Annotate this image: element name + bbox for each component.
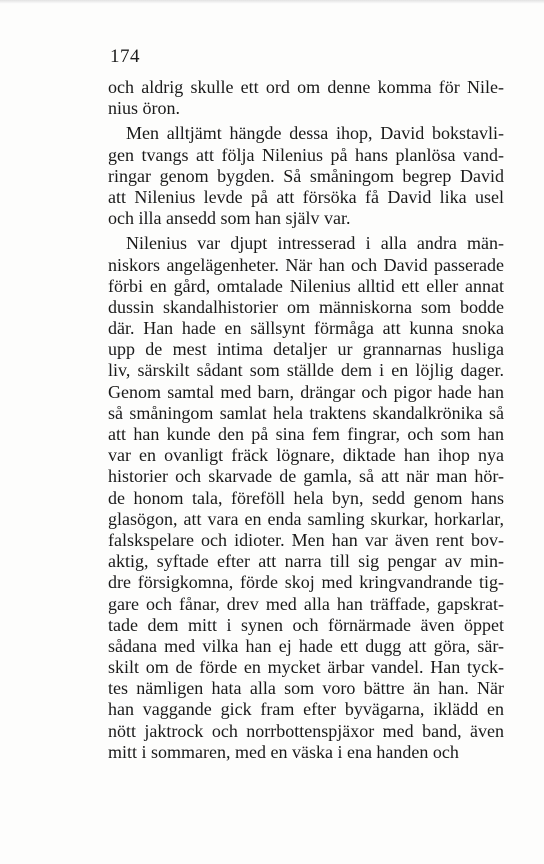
- text-line: sådana med vilka han ej hade ett dugg att göra, sär-: [108, 635, 504, 656]
- text-line: att Nilenius levde på att försöka få David lika usel: [108, 186, 504, 207]
- paragraph: [108, 233, 504, 763]
- paragraph: [108, 77, 504, 119]
- text-line: glasögon, att vara en enda samling skurkar, horkarlar,: [108, 508, 504, 529]
- text-line: tade dem mitt i synen och förnärmade även öppet: [108, 614, 504, 635]
- text-line: nius öron.: [108, 98, 180, 119]
- text-line: historier och skarvade de gamla, så att när man hör-: [108, 466, 504, 487]
- text-line: gare och fånar, drev med alla han träffade, gapskrat-: [108, 593, 504, 614]
- text-line: de honom tala, föreföll hela byn, sedd genom hans: [108, 487, 504, 508]
- text-line: niskors angelägenheter. När han och David passerade: [108, 254, 504, 275]
- text-line: aktig, syftade efter att narra till sig pengar av min-: [108, 551, 504, 572]
- text-line: falskspelare och idioter. Men han var även rent bov-: [108, 529, 504, 550]
- text-line: mitt i sommaren, med en väska i ena handen och: [108, 741, 459, 762]
- text-line: och aldrig skulle ett ord om denne komma för Nile-: [108, 77, 504, 97]
- text-line: där. Han hade en sällsynt förmåga att kunna snoka: [108, 318, 504, 339]
- text-line: dussin skandalhistorier om människorna som bodde: [108, 296, 504, 317]
- text-line: att han kunde den på sina fem fingrar, och som han: [108, 424, 504, 444]
- scan-edge: [0, 0, 544, 4]
- text-line: så småningom samlat hela traktens skandalkrönika så: [108, 402, 504, 423]
- body-text: [108, 77, 504, 763]
- text-line: tes nämligen hata alla som voro bättre än han. När: [108, 678, 504, 699]
- text-line: nött jaktrock och norrbottenspjäxor med band, även: [108, 720, 504, 741]
- text-line: Men alltjämt hängde dessa ihop, David bokstavli-: [126, 123, 504, 144]
- text-line: dre försigkomna, förde skoj med kringvandrande tig-: [108, 572, 504, 593]
- text-line: skilt om de förde en mycket ärbar vandel. Han tyck-: [108, 657, 504, 678]
- paragraph: [108, 123, 504, 229]
- page-number: 174: [110, 46, 140, 67]
- text-line: upp de mest intima detaljer ur grannarnas husliga: [108, 339, 504, 360]
- text-line: Nilenius var djupt intresserad i alla andra män-: [126, 233, 504, 254]
- text-line: ringar genom bygden. Så småningom begrep David: [108, 165, 504, 186]
- text-line: var en ovanligt fräck lögnare, diktade han ihop nya: [108, 445, 504, 466]
- text-line: Genom samtal med barn, drängar och pigor hade han: [108, 381, 504, 402]
- text-line: han vaggande gick fram efter byvägarna, iklädd en: [108, 699, 504, 720]
- text-line: gen tvangs att följa Nilenius på hans planlösa vand-: [108, 144, 504, 165]
- text-line: och illa ansedd som han själv var.: [108, 208, 351, 229]
- text-line: liv, särskilt sådant som ställde dem i en löjlig dager.: [108, 360, 504, 381]
- text-line: förbi en gård, omtalade Nilenius alltid ett eller annat: [108, 275, 504, 296]
